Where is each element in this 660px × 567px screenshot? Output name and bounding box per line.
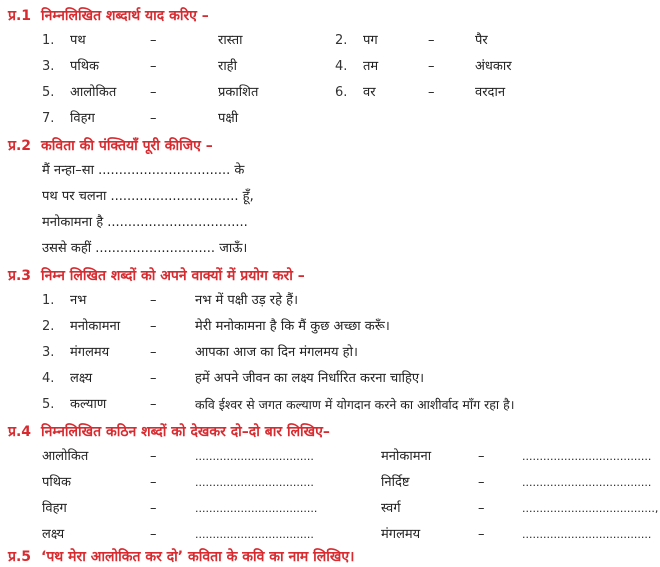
question-title: ‘पथ मेरा आलोकित कर दो’ कविता के कवि का नाम लिखिए। — [41, 549, 355, 565]
question-4-heading — [8, 422, 330, 441]
question-5-heading — [8, 547, 354, 566]
question-number: प्र.1 — [8, 8, 32, 24]
dash: – — [150, 85, 157, 100]
word: विहग — [42, 501, 67, 516]
dash: – — [478, 501, 485, 516]
item-number: 2. — [335, 33, 348, 48]
dash: – — [150, 397, 157, 412]
word: विहग — [70, 111, 95, 126]
dash: – — [150, 475, 157, 490]
item-number: 7. — [42, 111, 55, 126]
dash: – — [150, 293, 157, 308]
word: पग — [363, 33, 378, 48]
dash: – — [150, 111, 157, 126]
item-number: 1. — [42, 293, 55, 308]
item-number: 3. — [42, 345, 55, 360]
dash: – — [428, 85, 435, 100]
question-title: कविता की पंक्तियाँ पूरी कीजिए – — [41, 138, 213, 154]
question-3-heading — [8, 266, 305, 285]
dash: – — [150, 371, 157, 386]
item-number: 2. — [42, 319, 55, 334]
dash: – — [150, 527, 157, 542]
word: कल्याण — [70, 397, 107, 412]
word: मनोकामना — [381, 449, 432, 464]
word: वर — [363, 85, 376, 100]
dash: – — [150, 501, 157, 516]
word: आलोकित — [70, 85, 117, 100]
item-number: 1. — [42, 33, 55, 48]
word: निर्दिष्ट — [381, 475, 410, 490]
word: पथ — [70, 33, 86, 48]
item-number: 5. — [42, 397, 55, 412]
dash: – — [150, 345, 157, 360]
meaning: पैर — [475, 33, 488, 48]
meaning: पक्षी — [218, 111, 239, 126]
item-number: 4. — [335, 59, 348, 74]
word: स्वर्ग — [381, 501, 401, 516]
question-number: प्र.3 — [8, 268, 32, 284]
word: मंगलमय — [381, 527, 421, 542]
item-number: 5. — [42, 85, 55, 100]
word: लक्ष्य — [70, 371, 93, 386]
blank-line: ..................................... — [522, 476, 652, 489]
sentence: हमें अपने जीवन का लक्ष्य निर्धारित करना चाहिए। — [195, 371, 425, 386]
meaning: वरदान — [475, 85, 506, 100]
blank-line: ..................................... — [522, 528, 652, 541]
word: तम — [363, 59, 379, 74]
poem-line-3: मनोकामना है .................................. — [42, 215, 248, 230]
word: पथिक — [70, 59, 100, 74]
word: पथिक — [42, 475, 72, 490]
question-number: प्र.5 — [8, 549, 32, 565]
dash: – — [478, 527, 485, 542]
dash: – — [150, 33, 157, 48]
item-number: 4. — [42, 371, 55, 386]
sentence: मेरी मनोकामना है कि मैं कुछ अच्छा करूँ। — [195, 319, 390, 334]
word: लक्ष्य — [42, 527, 65, 542]
dash: – — [150, 319, 157, 334]
meaning: रास्ता — [218, 33, 243, 48]
blank-line: ................................... — [195, 502, 318, 515]
question-1-heading — [8, 6, 209, 25]
blank-line: .................................. — [195, 528, 314, 541]
meaning: प्रकाशित — [218, 85, 259, 100]
dash: – — [478, 475, 485, 490]
question-title: निम्न लिखित शब्दों को अपने वाक्यों में प्रयोग करो – — [41, 268, 305, 284]
sentence: कवि ईश्वर से जगत कल्याण में योगदान करने का आशीर्वाद माँग रहा है। — [195, 397, 515, 412]
poem-line-4: उससे कहीं ............................. जाऊँ। — [42, 241, 248, 256]
blank-line: .................................. — [195, 476, 314, 489]
word: मनोकामना — [70, 319, 121, 334]
question-2-heading — [8, 136, 213, 155]
dash: – — [428, 33, 435, 48]
blank-line: ......................................, — [522, 502, 659, 515]
word: नभ — [70, 293, 87, 308]
sentence: आपका आज का दिन मंगलमय हो। — [195, 345, 358, 360]
question-number: प्र.2 — [8, 138, 32, 154]
sentence: नभ में पक्षी उड़ रहे हैं। — [195, 293, 298, 308]
word: आलोकित — [42, 449, 89, 464]
meaning: अंधकार — [475, 59, 512, 74]
blank-line: .................................. — [195, 450, 314, 463]
question-title: निम्नलिखित शब्दार्थ याद करिए – — [41, 8, 209, 24]
poem-line-2: पथ पर चलना ............................... हूँ, — [42, 189, 254, 204]
question-number: प्र.4 — [8, 424, 32, 440]
dash: – — [428, 59, 435, 74]
question-title: निम्नलिखित कठिन शब्दों को देखकर दो–दो बार लिखिए– — [41, 424, 330, 440]
dash: – — [150, 59, 157, 74]
item-number: 3. — [42, 59, 55, 74]
word: मंगलमय — [70, 345, 110, 360]
poem-line-1: मैं नन्हा–सा ................................ के — [42, 163, 245, 178]
dash: – — [150, 449, 157, 464]
blank-line: ..................................... — [522, 450, 652, 463]
item-number: 6. — [335, 85, 348, 100]
dash: – — [478, 449, 485, 464]
meaning: राही — [218, 59, 237, 74]
